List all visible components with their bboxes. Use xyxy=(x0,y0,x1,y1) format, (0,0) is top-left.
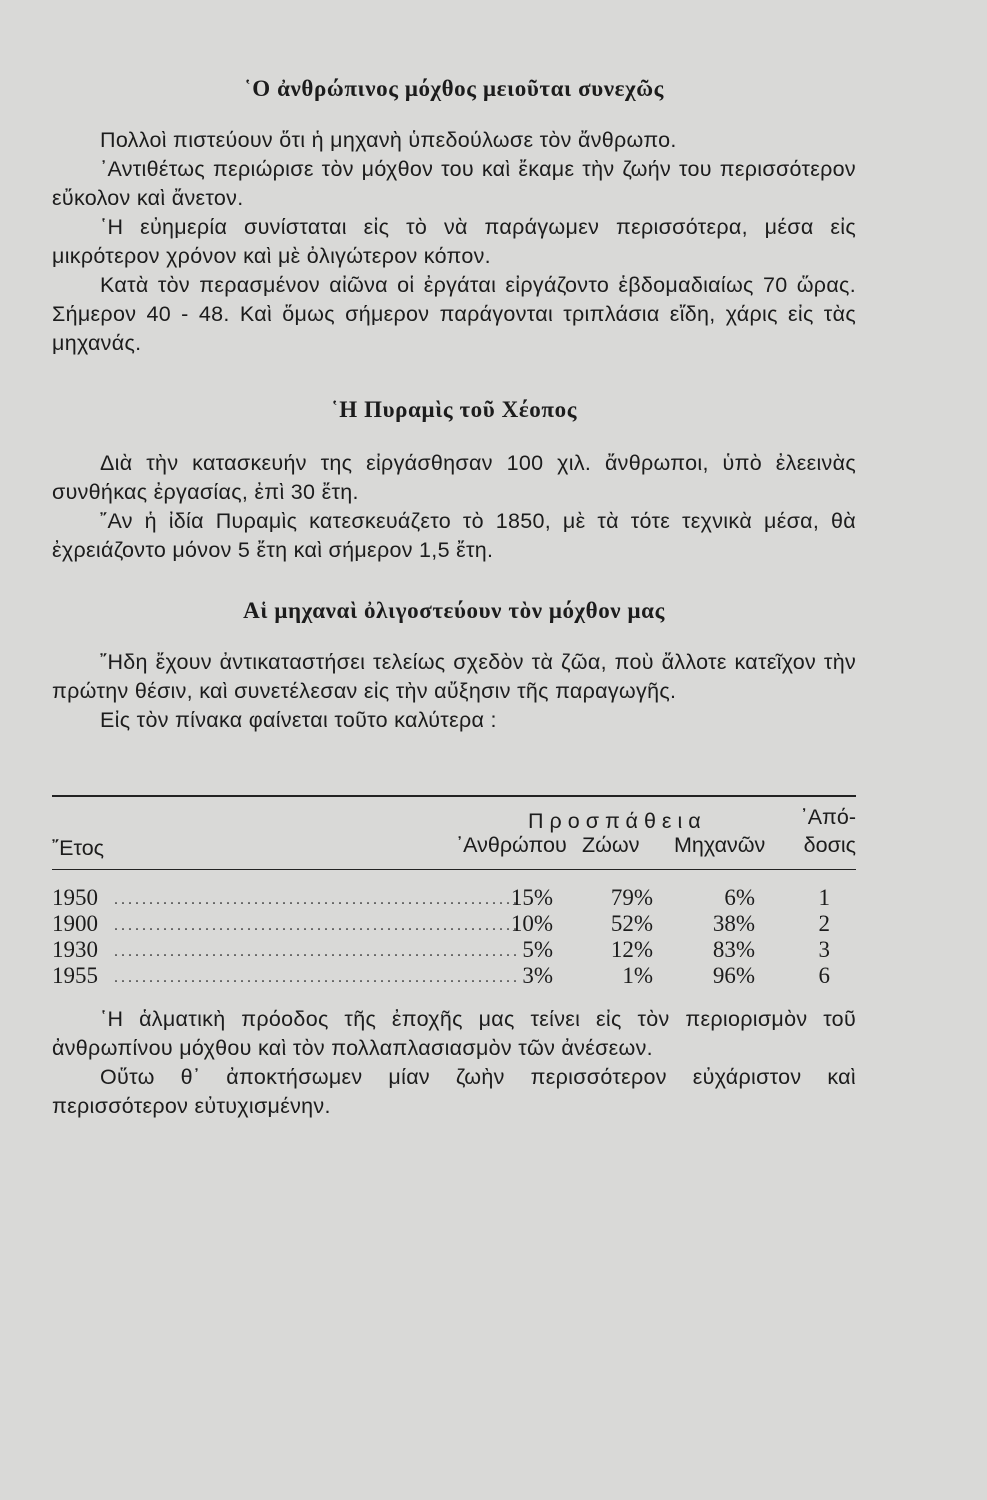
table-header-year: ῎Ετος xyxy=(52,836,105,860)
table-row xyxy=(52,911,856,937)
paragraph: ῎Αν ἡ ἰδία Πυραμὶς κατεσκευάζετο τὸ 1850, μὲ τὰ τότε τεχνικὰ μέσα, θὰ ἐχρειάζοντο μόνον 5 ἔτη καὶ σήμερον 1,5 ἔτη. xyxy=(52,509,856,562)
table-header-animals: Ζώων xyxy=(582,833,640,857)
leader-dots: .......................................................... xyxy=(114,891,520,908)
cell-output: 6 xyxy=(818,963,830,988)
cell-animals: 1% xyxy=(622,963,653,988)
cell-output: 3 xyxy=(818,937,830,962)
cell-year: 1930 xyxy=(52,937,98,962)
cell-animals: 79% xyxy=(610,885,653,910)
paragraph: ῎Ηδη ἔχουν ἀντικαταστήσει τελείως σχεδὸν τὰ ζῶα, ποὺ ἄλλοτε κατεῖχον τὴν πρώτην θέσιν, καὶ συνετέλεσαν εἰς τὴν αὔξησιν τῆς παραγωγῆς. xyxy=(52,650,856,703)
section-title-pyramid: ῾Η Πυραμὶς τοῦ Χέοπος xyxy=(330,397,578,422)
table-header-output-2: δοσις xyxy=(803,833,856,857)
paragraph: ῾Η εὐημερία συνίσταται εἰς τὸ νὰ παράγωμεν περισσότερα, μέσα εἰς μικρότερον χρόνον καὶ μὲ ὀλιγώτερον κόπον. xyxy=(52,215,856,268)
cell-animals: 52% xyxy=(610,911,653,936)
section-body-pyramid xyxy=(52,449,856,565)
leader-dots: .......................................................... xyxy=(114,917,520,934)
cell-year: 1950 xyxy=(52,885,98,910)
cell-human: 5% xyxy=(522,937,553,962)
table-row xyxy=(52,963,856,989)
paragraph: ᾿Αντιθέτως περιώρισε τὸν μόχθον του καὶ ἔκαμε τὴν ζωήν του περισσότερον εὔκολον καὶ ἄνετον. xyxy=(52,157,856,210)
cell-human: 10% xyxy=(510,911,553,936)
cell-human: 3% xyxy=(522,963,553,988)
paragraph: ῾Η ἁλματικὴ πρόοδος τῆς ἐποχῆς μας τείνει εἰς τὸν περιορισμὸν τοῦ ἀνθρωπίνου μόχθου καὶ τὸν πολλαπλασιασμὸν τῶν ἀνέσεων. xyxy=(52,1007,856,1060)
leader-dots: .......................................................... xyxy=(114,969,520,986)
section-body-labor xyxy=(52,126,856,358)
cell-machines: 6% xyxy=(724,885,755,910)
section-body-machines xyxy=(52,648,856,735)
paragraph: Κατὰ τὸν περασμένον αἰῶνα οἱ ἐργάται εἰργάζοντο ἑβδομαδιαίως 70 ὥρας. Σήμερον 40 - 48. Καὶ ὅμως σήμερον παράγονται τριπλάσια εἴδη, χάρις εἰς τὰς μηχανάς. xyxy=(52,273,856,355)
paragraph: Διὰ τὴν κατασκευήν της εἰργάσθησαν 100 χιλ. ἄνθρωποι, ὑπὸ ἐλεεινὰς συνθήκας ἐργασίας, ἐπὶ 30 ἔτη. xyxy=(52,451,856,504)
closing-body xyxy=(52,1005,856,1121)
cell-machines: 83% xyxy=(712,937,755,962)
table-header-rule xyxy=(52,869,856,870)
paragraph: Εἰς τὸν πίνακα φαίνεται τοῦτο καλύτερα : xyxy=(100,708,497,732)
table-row xyxy=(52,937,856,963)
paragraph: Οὕτω θ᾿ ἀποκτήσωμεν μίαν ζωὴν περισσότερον εὐχάριστον καὶ περισσότερον εὐτυχισμένην. xyxy=(52,1065,856,1118)
cell-year: 1900 xyxy=(52,911,98,936)
cell-animals: 12% xyxy=(610,937,653,962)
cell-output: 1 xyxy=(818,885,830,910)
table-group-header: Προσπάθεια xyxy=(528,809,707,833)
section-title-labor: ῾Ο ἀνθρώπινος μόχθος μειοῦται συνεχῶς xyxy=(244,76,664,101)
paragraph: Πολλοὶ πιστεύουν ὅτι ἡ μηχανὴ ὑπεδούλωσε τὸν ἄνθρωπο. xyxy=(100,128,677,152)
cell-human: 15% xyxy=(510,885,553,910)
table-header-human: ᾿Ανθρώπου xyxy=(456,833,567,857)
leader-dots: .......................................................... xyxy=(114,943,520,960)
table-top-rule xyxy=(52,795,856,797)
cell-year: 1955 xyxy=(52,963,98,988)
cell-output: 2 xyxy=(818,911,830,936)
cell-machines: 96% xyxy=(712,963,755,988)
table-header-machines: Μηχανῶν xyxy=(674,833,766,857)
section-title-machines: Αἱ μηχαναὶ ὀλιγοστεύουν τὸν μόχθον μας xyxy=(243,598,665,623)
table-header-output-1: ᾿Από- xyxy=(800,805,856,829)
cell-machines: 38% xyxy=(712,911,755,936)
table-row xyxy=(52,885,856,911)
